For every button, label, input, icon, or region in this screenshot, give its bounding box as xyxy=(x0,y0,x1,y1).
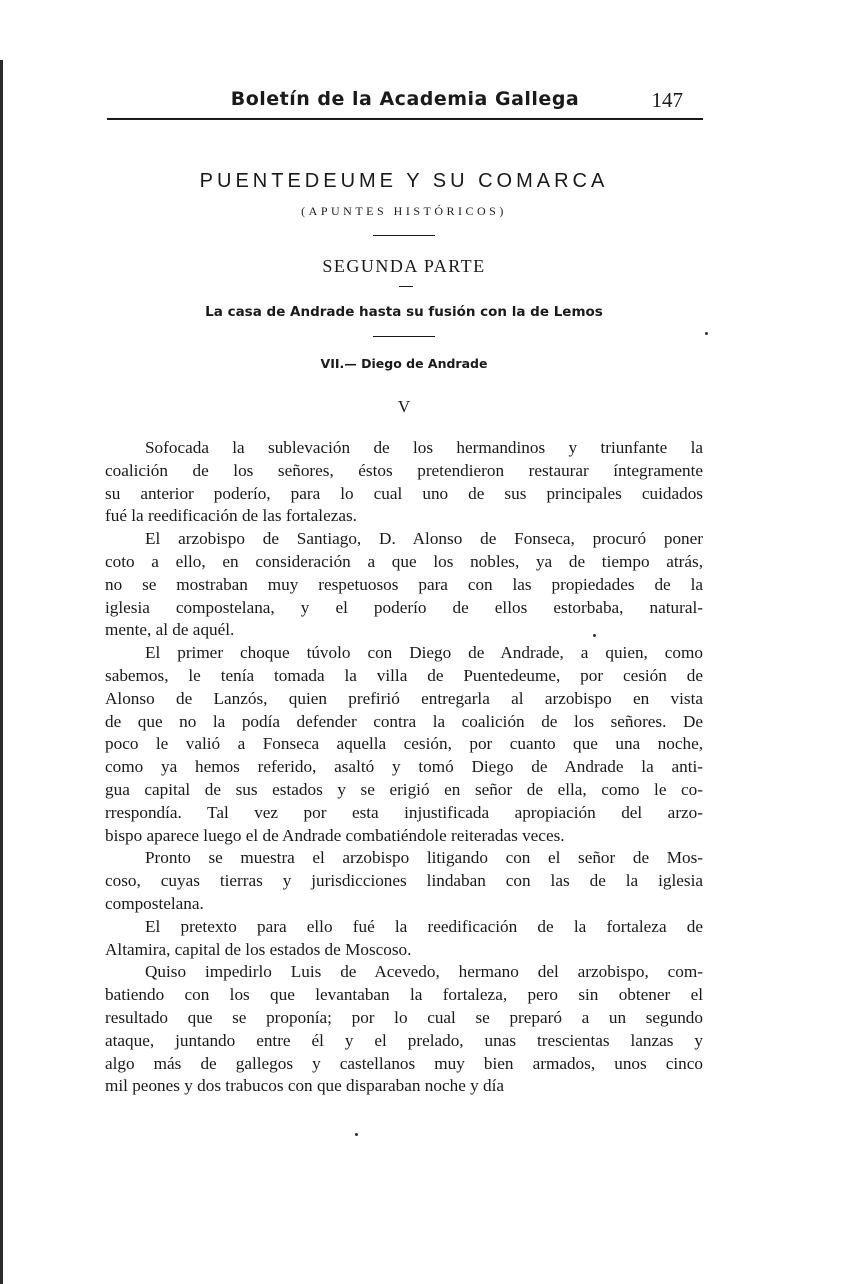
chapter-heading: VII.— Diego de Andrade xyxy=(320,356,488,371)
text-line: rrespondía. Tal vez por esta injustificada apropiación del arzo- xyxy=(105,802,703,822)
subsection-numeral: V xyxy=(397,397,411,416)
text-line: mente, al de aquél. xyxy=(105,620,235,640)
section-divider xyxy=(373,336,435,337)
text-line: de que no la podía defender contra la coalición de los señores. De xyxy=(105,711,703,731)
text-line: bispo aparece luego el de Andrade combatiéndole reiteradas veces. xyxy=(105,825,565,845)
text-line: Alonso de Lanzós, quien prefirió entregarla al arzobispo en vista xyxy=(105,688,703,708)
text-line: como ya hemos referido, asaltó y tomó Diego de Andrade la anti- xyxy=(105,757,703,777)
article-subtitle: (APUNTES HISTÓRICOS) xyxy=(301,204,507,218)
page-edge-shadow xyxy=(0,60,3,1284)
text-line: mil peones y dos trabucos con que disparaban noche y día xyxy=(105,1076,505,1096)
body-text xyxy=(105,437,703,1098)
print-speck xyxy=(355,1133,358,1136)
header-rule xyxy=(107,118,703,120)
print-speck xyxy=(593,634,596,637)
page-number: 147 xyxy=(651,88,683,112)
text-line: Quiso impedirlo Luis de Acevedo, hermano del arzobispo, com- xyxy=(145,962,703,982)
text-line: iglesia compostelana, y el poderío de ellos estorbaba, natural- xyxy=(105,597,703,617)
part-divider xyxy=(399,286,413,287)
text-line: coso, cuyas tierras y jurisdicciones lindaban con las de la iglesia xyxy=(105,871,703,891)
text-line: Altamira, capital de los estados de Moscoso. xyxy=(105,939,412,959)
article-title: PUENTEDEUME Y SU COMARCA xyxy=(199,170,609,192)
part-heading: SEGUNDA PARTE xyxy=(322,256,486,276)
text-line: El arzobispo de Santiago, D. Alonso de Fonseca, procuró poner xyxy=(145,529,703,549)
text-line: su anterior poderío, para lo cual uno de sus principales cuidados xyxy=(105,483,703,503)
running-title: Boletín de la Academia Gallega xyxy=(230,88,580,110)
text-line: resultado que se proponía; por lo cual se preparó a un segundo xyxy=(105,1007,703,1027)
text-line: gua capital de sus estados y se erigió en señor de ella, como le co- xyxy=(105,779,703,799)
print-speck xyxy=(705,332,708,335)
text-line: El primer choque túvolo con Diego de Andrade, a quien, como xyxy=(145,643,703,663)
page-header xyxy=(107,86,703,120)
text-line: Pronto se muestra el arzobispo litigando con el señor de Mos- xyxy=(145,848,703,868)
title-divider xyxy=(373,235,435,236)
text-line: compostelana. xyxy=(105,893,204,913)
text-line: sabemos, le tenía tomada la villa de Puentedeume, por cesión de xyxy=(105,665,703,685)
text-line: El pretexto para ello fué la reedificación de la fortaleza de xyxy=(145,916,703,936)
text-line: no se mostraban muy respetuosos para con las propiedades de la xyxy=(105,574,703,594)
text-line: poco le valió a Fonseca aquella cesión, por cuanto que una noche, xyxy=(105,734,703,754)
text-line: fué la reedificación de las fortalezas. xyxy=(105,506,357,526)
text-line: Sofocada la sublevación de los hermandinos y triunfante la xyxy=(145,438,703,457)
text-line: coto a ello, en consideración a que los nobles, ya de tiempo atrás, xyxy=(105,551,703,571)
text-line: ataque, juntando entre él y el prelado, unas trescientas lanzas y xyxy=(105,1030,703,1050)
text-line: coalición de los señores, éstos pretendieron restaurar íntegramente xyxy=(105,460,703,480)
text-line: batiendo con los que levantaban la fortaleza, pero sin obtener el xyxy=(105,985,703,1005)
text-line: algo más de gallegos y castellanos muy bien armados, unos cinco xyxy=(105,1053,703,1073)
section-heading: La casa de Andrade hasta su fusión con la de Lemos xyxy=(205,304,603,320)
